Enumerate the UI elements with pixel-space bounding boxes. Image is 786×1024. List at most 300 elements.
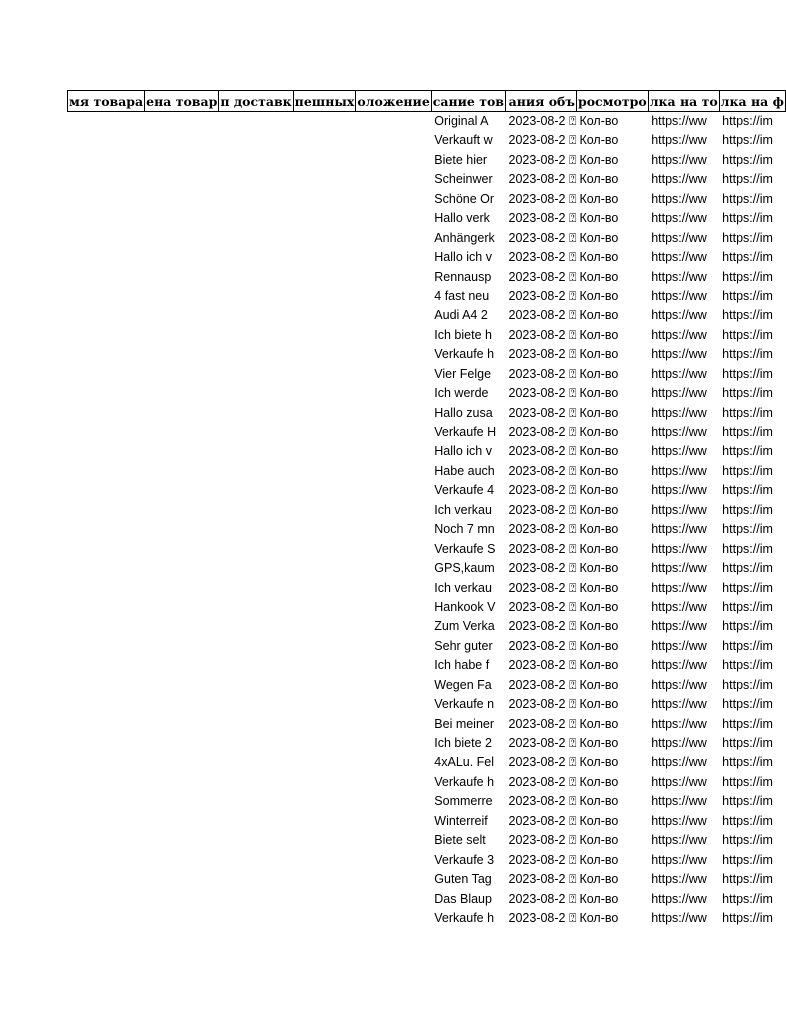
cell-delivery-type[interactable] <box>219 481 293 500</box>
cell-views[interactable]: Кол-во <box>579 697 619 712</box>
header-cell-product-link[interactable]: лка на то <box>648 91 719 112</box>
cell-product-link[interactable]: https://ww <box>651 386 707 401</box>
cell-product-price[interactable] <box>145 442 219 461</box>
cell-views[interactable]: Кол-во <box>579 813 619 828</box>
cell-product-price[interactable] <box>145 715 219 734</box>
cell-product-link[interactable]: https://ww <box>651 191 707 206</box>
cell-successful[interactable] <box>293 831 356 850</box>
cell-product-link[interactable]: https://ww <box>651 736 707 750</box>
cell-location[interactable] <box>356 229 431 248</box>
cell-product-link[interactable]: https://ww <box>651 910 707 925</box>
cell-successful[interactable] <box>293 365 356 384</box>
cell-description[interactable]: Verkauft w <box>434 133 493 148</box>
cell-product-price[interactable] <box>145 753 219 772</box>
cell-photo-link[interactable]: https://im <box>722 677 773 692</box>
cell-photo-link[interactable]: https://im <box>722 872 773 887</box>
cell-product-name[interactable] <box>68 306 145 325</box>
cell-views[interactable]: Кол-во <box>579 152 619 167</box>
cell-product-name[interactable] <box>68 851 145 870</box>
cell-listing-date[interactable]: 2023-08-2 ⍰ <box>508 347 577 362</box>
cell-successful[interactable] <box>293 248 356 267</box>
cell-successful[interactable] <box>293 190 356 209</box>
cell-delivery-type[interactable] <box>219 773 293 792</box>
cell-product-link[interactable]: https://ww <box>651 561 707 576</box>
cell-photo-link[interactable]: https://im <box>722 405 773 420</box>
cell-views[interactable]: Кол-во <box>579 794 619 809</box>
cell-successful[interactable] <box>293 617 356 636</box>
header-cell-location[interactable]: оложение <box>356 91 431 112</box>
cell-product-price[interactable] <box>145 734 219 753</box>
cell-views[interactable]: Кол-во <box>579 114 619 128</box>
cell-location[interactable] <box>356 753 431 772</box>
cell-product-price[interactable] <box>145 870 219 889</box>
cell-product-link[interactable]: https://ww <box>651 697 707 712</box>
cell-successful[interactable] <box>293 715 356 734</box>
cell-delivery-type[interactable] <box>219 345 293 364</box>
cell-product-link[interactable]: https://ww <box>651 463 707 478</box>
cell-successful[interactable] <box>293 306 356 325</box>
cell-product-name[interactable] <box>68 384 145 403</box>
cell-product-name[interactable] <box>68 229 145 248</box>
cell-location[interactable] <box>356 268 431 287</box>
cell-delivery-type[interactable] <box>219 365 293 384</box>
cell-successful[interactable] <box>293 753 356 772</box>
cell-listing-date[interactable]: 2023-08-2 ⍰ <box>508 211 577 226</box>
cell-location[interactable] <box>356 617 431 636</box>
cell-photo-link[interactable]: https://im <box>722 386 773 401</box>
cell-delivery-type[interactable] <box>219 909 293 928</box>
cell-listing-date[interactable]: 2023-08-2 ⍰ <box>508 697 577 712</box>
cell-photo-link[interactable]: https://im <box>722 250 773 265</box>
cell-product-link[interactable]: https://ww <box>651 677 707 692</box>
cell-product-link[interactable]: https://ww <box>651 755 707 770</box>
cell-product-price[interactable] <box>145 831 219 850</box>
cell-location[interactable] <box>356 598 431 617</box>
cell-product-link[interactable]: https://ww <box>651 774 707 789</box>
cell-description[interactable]: GPS,kaum <box>434 561 495 576</box>
cell-location[interactable] <box>356 481 431 500</box>
cell-listing-date[interactable]: 2023-08-2 ⍰ <box>508 638 577 653</box>
cell-location[interactable] <box>356 909 431 928</box>
cell-product-link[interactable]: https://ww <box>651 599 707 614</box>
cell-delivery-type[interactable] <box>219 112 293 132</box>
cell-successful[interactable] <box>293 384 356 403</box>
cell-listing-date[interactable]: 2023-08-2 ⍰ <box>508 230 577 245</box>
cell-product-link[interactable]: https://ww <box>651 580 707 595</box>
cell-description[interactable]: Verkaufe H <box>434 425 497 439</box>
cell-product-price[interactable] <box>145 773 219 792</box>
cell-delivery-type[interactable] <box>219 520 293 539</box>
cell-listing-date[interactable]: 2023-08-2 ⍰ <box>508 483 577 498</box>
cell-product-name[interactable] <box>68 423 145 442</box>
cell-views[interactable]: Кол-во <box>579 269 619 284</box>
cell-product-price[interactable] <box>145 812 219 831</box>
cell-product-name[interactable] <box>68 501 145 520</box>
cell-product-price[interactable] <box>145 287 219 306</box>
cell-product-price[interactable] <box>145 909 219 928</box>
cell-listing-date[interactable]: 2023-08-2 ⍰ <box>508 133 577 148</box>
cell-views[interactable]: Кол-во <box>579 910 619 925</box>
cell-views[interactable]: Кол-во <box>579 191 619 206</box>
cell-delivery-type[interactable] <box>219 890 293 909</box>
cell-product-name[interactable] <box>68 540 145 559</box>
cell-location[interactable] <box>356 287 431 306</box>
cell-delivery-type[interactable] <box>219 870 293 889</box>
cell-photo-link[interactable]: https://im <box>722 191 773 206</box>
cell-description[interactable]: Verkaufe h <box>434 347 495 362</box>
cell-listing-date[interactable]: 2023-08-2 ⍰ <box>508 794 577 809</box>
cell-listing-date[interactable]: 2023-08-2 ⍰ <box>508 405 577 420</box>
cell-product-link[interactable]: https://ww <box>651 269 707 284</box>
cell-delivery-type[interactable] <box>219 442 293 461</box>
cell-location[interactable] <box>356 501 431 520</box>
cell-views[interactable]: Кол-во <box>579 736 619 750</box>
cell-successful[interactable] <box>293 209 356 228</box>
cell-views[interactable]: Кол-во <box>579 250 619 265</box>
cell-views[interactable]: Кол-во <box>579 833 619 848</box>
cell-successful[interactable] <box>293 598 356 617</box>
cell-successful[interactable] <box>293 870 356 889</box>
cell-photo-link[interactable]: https://im <box>722 347 773 362</box>
cell-photo-link[interactable]: https://im <box>722 794 773 809</box>
header-cell-description[interactable]: сание тов <box>431 91 505 112</box>
cell-location[interactable] <box>356 384 431 403</box>
cell-description[interactable]: Verkaufe n <box>434 697 495 712</box>
cell-listing-date[interactable]: 2023-08-2 ⍰ <box>508 833 577 848</box>
cell-successful[interactable] <box>293 695 356 714</box>
cell-photo-link[interactable]: https://im <box>722 833 773 848</box>
cell-successful[interactable] <box>293 326 356 345</box>
cell-product-price[interactable] <box>145 209 219 228</box>
cell-views[interactable]: Кол-во <box>579 211 619 226</box>
cell-location[interactable] <box>356 404 431 423</box>
cell-photo-link[interactable]: https://im <box>722 444 773 459</box>
cell-product-name[interactable] <box>68 481 145 500</box>
cell-product-name[interactable] <box>68 870 145 889</box>
cell-location[interactable] <box>356 112 431 132</box>
cell-location[interactable] <box>356 715 431 734</box>
cell-successful[interactable] <box>293 345 356 364</box>
cell-successful[interactable] <box>293 734 356 753</box>
cell-product-link[interactable]: https://ww <box>651 230 707 245</box>
cell-photo-link[interactable]: https://im <box>722 541 773 556</box>
cell-delivery-type[interactable] <box>219 423 293 442</box>
cell-listing-date[interactable]: 2023-08-2 ⍰ <box>508 619 577 634</box>
cell-views[interactable]: Кол-во <box>579 386 619 401</box>
cell-photo-link[interactable]: https://im <box>722 308 773 323</box>
cell-product-name[interactable] <box>68 812 145 831</box>
cell-listing-date[interactable]: 2023-08-2 ⍰ <box>508 774 577 789</box>
cell-successful[interactable] <box>293 112 356 132</box>
cell-location[interactable] <box>356 890 431 909</box>
cell-delivery-type[interactable] <box>219 812 293 831</box>
cell-photo-link[interactable]: https://im <box>722 813 773 828</box>
cell-product-name[interactable] <box>68 365 145 384</box>
cell-listing-date[interactable]: 2023-08-2 ⍰ <box>508 502 577 517</box>
cell-product-name[interactable] <box>68 287 145 306</box>
cell-delivery-type[interactable] <box>219 209 293 228</box>
cell-product-price[interactable] <box>145 890 219 909</box>
cell-listing-date[interactable]: 2023-08-2 ⍰ <box>508 366 577 381</box>
cell-product-link[interactable]: https://ww <box>651 114 707 128</box>
cell-photo-link[interactable]: https://im <box>722 502 773 517</box>
cell-description[interactable]: Das Blaup <box>434 891 492 906</box>
cell-description[interactable]: Scheinwer <box>434 172 493 187</box>
cell-product-link[interactable]: https://ww <box>651 813 707 828</box>
cell-views[interactable]: Кол-во <box>579 347 619 362</box>
cell-views[interactable]: Кол-во <box>579 541 619 556</box>
cell-listing-date[interactable]: 2023-08-2 ⍰ <box>508 910 577 925</box>
cell-description[interactable]: Ich biete h <box>434 327 492 342</box>
cell-product-name[interactable] <box>68 656 145 675</box>
cell-delivery-type[interactable] <box>219 190 293 209</box>
cell-views[interactable]: Кол-во <box>579 288 619 303</box>
cell-photo-link[interactable]: https://im <box>722 580 773 595</box>
cell-description[interactable]: Verkaufe h <box>434 774 495 789</box>
cell-product-price[interactable] <box>145 462 219 481</box>
cell-listing-date[interactable]: 2023-08-2 ⍰ <box>508 425 577 439</box>
cell-views[interactable]: Кол-во <box>579 502 619 517</box>
cell-location[interactable] <box>356 306 431 325</box>
cell-views[interactable]: Кол-во <box>579 308 619 323</box>
cell-listing-date[interactable]: 2023-08-2 ⍰ <box>508 191 577 206</box>
cell-successful[interactable] <box>293 812 356 831</box>
cell-views[interactable]: Кол-во <box>579 561 619 576</box>
cell-product-price[interactable] <box>145 540 219 559</box>
cell-product-name[interactable] <box>68 676 145 695</box>
cell-description[interactable]: Bei meiner <box>434 716 495 731</box>
cell-product-link[interactable]: https://ww <box>651 502 707 517</box>
cell-photo-link[interactable]: https://im <box>722 463 773 478</box>
cell-views[interactable]: Кол-во <box>579 327 619 342</box>
cell-successful[interactable] <box>293 481 356 500</box>
cell-description[interactable]: Noch 7 mn <box>434 522 495 537</box>
cell-product-link[interactable]: https://ww <box>651 308 707 323</box>
cell-product-name[interactable] <box>68 520 145 539</box>
cell-description[interactable]: Ich verkau <box>434 502 492 517</box>
cell-delivery-type[interactable] <box>219 131 293 150</box>
cell-listing-date[interactable]: 2023-08-2 ⍰ <box>508 444 577 459</box>
cell-successful[interactable] <box>293 462 356 481</box>
cell-product-price[interactable] <box>145 131 219 150</box>
cell-photo-link[interactable]: https://im <box>722 269 773 284</box>
cell-listing-date[interactable]: 2023-08-2 ⍰ <box>508 561 577 576</box>
cell-listing-date[interactable]: 2023-08-2 ⍰ <box>508 288 577 303</box>
cell-views[interactable]: Кол-во <box>579 580 619 595</box>
cell-location[interactable] <box>356 540 431 559</box>
cell-description[interactable]: Anhängerk <box>434 230 495 245</box>
cell-delivery-type[interactable] <box>219 851 293 870</box>
cell-location[interactable] <box>356 423 431 442</box>
cell-photo-link[interactable]: https://im <box>722 114 773 128</box>
cell-product-name[interactable] <box>68 617 145 636</box>
cell-product-name[interactable] <box>68 559 145 578</box>
cell-product-name[interactable] <box>68 909 145 928</box>
cell-photo-link[interactable]: https://im <box>722 561 773 576</box>
cell-listing-date[interactable]: 2023-08-2 ⍰ <box>508 580 577 595</box>
cell-delivery-type[interactable] <box>219 462 293 481</box>
cell-product-link[interactable]: https://ww <box>651 541 707 556</box>
cell-description[interactable]: Hankook V <box>434 599 496 614</box>
cell-successful[interactable] <box>293 656 356 675</box>
cell-product-price[interactable] <box>145 676 219 695</box>
cell-product-link[interactable]: https://ww <box>651 327 707 342</box>
cell-successful[interactable] <box>293 423 356 442</box>
cell-delivery-type[interactable] <box>219 326 293 345</box>
cell-product-link[interactable]: https://ww <box>651 405 707 420</box>
cell-delivery-type[interactable] <box>219 404 293 423</box>
cell-description[interactable]: Wegen Fa <box>434 677 492 692</box>
cell-delivery-type[interactable] <box>219 248 293 267</box>
cell-listing-date[interactable]: 2023-08-2 ⍰ <box>508 386 577 401</box>
cell-delivery-type[interactable] <box>219 656 293 675</box>
cell-photo-link[interactable]: https://im <box>722 172 773 187</box>
header-cell-photo-link[interactable]: лка на ф <box>719 91 785 112</box>
cell-photo-link[interactable]: https://im <box>722 152 773 167</box>
cell-views[interactable]: Кол-во <box>579 444 619 459</box>
cell-delivery-type[interactable] <box>219 501 293 520</box>
cell-photo-link[interactable]: https://im <box>722 619 773 634</box>
cell-description[interactable]: Habe auch <box>434 463 495 478</box>
cell-listing-date[interactable]: 2023-08-2 ⍰ <box>508 327 577 342</box>
cell-listing-date[interactable]: 2023-08-2 ⍰ <box>508 172 577 187</box>
header-cell-product-price[interactable]: ена товар <box>145 91 219 112</box>
cell-successful[interactable] <box>293 170 356 189</box>
cell-product-name[interactable] <box>68 462 145 481</box>
cell-successful[interactable] <box>293 131 356 150</box>
cell-photo-link[interactable]: https://im <box>722 658 773 673</box>
cell-description[interactable]: Hallo ich v <box>434 250 492 265</box>
cell-location[interactable] <box>356 676 431 695</box>
cell-delivery-type[interactable] <box>219 229 293 248</box>
cell-product-link[interactable]: https://ww <box>651 425 707 439</box>
cell-location[interactable] <box>356 151 431 170</box>
cell-listing-date[interactable]: 2023-08-2 ⍰ <box>508 755 577 770</box>
cell-product-link[interactable]: https://ww <box>651 522 707 537</box>
cell-location[interactable] <box>356 851 431 870</box>
cell-description[interactable]: Ich habe f <box>434 658 490 673</box>
cell-location[interactable] <box>356 637 431 656</box>
cell-description[interactable]: Vier Felge <box>434 366 492 381</box>
cell-listing-date[interactable]: 2023-08-2 ⍰ <box>508 716 577 731</box>
cell-delivery-type[interactable] <box>219 753 293 772</box>
cell-product-price[interactable] <box>145 520 219 539</box>
cell-listing-date[interactable]: 2023-08-2 ⍰ <box>508 541 577 556</box>
cell-product-price[interactable] <box>145 326 219 345</box>
cell-views[interactable]: Кол-во <box>579 133 619 148</box>
cell-location[interactable] <box>356 792 431 811</box>
cell-location[interactable] <box>356 190 431 209</box>
cell-delivery-type[interactable] <box>219 151 293 170</box>
cell-listing-date[interactable]: 2023-08-2 ⍰ <box>508 658 577 673</box>
cell-delivery-type[interactable] <box>219 715 293 734</box>
cell-delivery-type[interactable] <box>219 287 293 306</box>
cell-product-link[interactable]: https://ww <box>651 833 707 848</box>
cell-location[interactable] <box>356 870 431 889</box>
cell-product-link[interactable]: https://ww <box>651 658 707 673</box>
cell-listing-date[interactable]: 2023-08-2 ⍰ <box>508 250 577 265</box>
cell-location[interactable] <box>356 345 431 364</box>
cell-photo-link[interactable]: https://im <box>722 425 773 439</box>
cell-successful[interactable] <box>293 909 356 928</box>
cell-product-name[interactable] <box>68 151 145 170</box>
cell-product-link[interactable]: https://ww <box>651 211 707 226</box>
cell-product-link[interactable]: https://ww <box>651 794 707 809</box>
cell-views[interactable]: Кол-во <box>579 852 619 867</box>
cell-listing-date[interactable]: 2023-08-2 ⍰ <box>508 308 577 323</box>
cell-views[interactable]: Кол-во <box>579 483 619 498</box>
cell-location[interactable] <box>356 734 431 753</box>
cell-product-name[interactable] <box>68 442 145 461</box>
cell-successful[interactable] <box>293 676 356 695</box>
cell-product-link[interactable]: https://ww <box>651 716 707 731</box>
cell-location[interactable] <box>356 248 431 267</box>
cell-product-link[interactable]: https://ww <box>651 152 707 167</box>
cell-product-link[interactable]: https://ww <box>651 172 707 187</box>
cell-photo-link[interactable]: https://im <box>722 697 773 712</box>
cell-location[interactable] <box>356 170 431 189</box>
cell-listing-date[interactable]: 2023-08-2 ⍰ <box>508 736 577 750</box>
cell-product-price[interactable] <box>145 229 219 248</box>
cell-product-price[interactable] <box>145 637 219 656</box>
cell-product-name[interactable] <box>68 579 145 598</box>
cell-product-name[interactable] <box>68 695 145 714</box>
cell-product-link[interactable]: https://ww <box>651 638 707 653</box>
cell-location[interactable] <box>356 656 431 675</box>
cell-product-price[interactable] <box>145 151 219 170</box>
cell-product-price[interactable] <box>145 268 219 287</box>
cell-listing-date[interactable]: 2023-08-2 ⍰ <box>508 599 577 614</box>
cell-delivery-type[interactable] <box>219 306 293 325</box>
cell-product-link[interactable]: https://ww <box>651 483 707 498</box>
cell-product-price[interactable] <box>145 598 219 617</box>
header-cell-product-name[interactable]: мя товара <box>68 91 145 112</box>
cell-successful[interactable] <box>293 520 356 539</box>
cell-views[interactable]: Кол-во <box>579 872 619 887</box>
cell-product-price[interactable] <box>145 481 219 500</box>
cell-product-price[interactable] <box>145 695 219 714</box>
cell-description[interactable]: Hallo zusa <box>434 405 493 420</box>
cell-photo-link[interactable]: https://im <box>722 599 773 614</box>
cell-successful[interactable] <box>293 540 356 559</box>
cell-product-link[interactable]: https://ww <box>651 891 707 906</box>
cell-product-link[interactable]: https://ww <box>651 133 707 148</box>
cell-product-price[interactable] <box>145 656 219 675</box>
cell-product-name[interactable] <box>68 890 145 909</box>
cell-delivery-type[interactable] <box>219 831 293 850</box>
cell-product-link[interactable]: https://ww <box>651 250 707 265</box>
cell-listing-date[interactable]: 2023-08-2 ⍰ <box>508 152 577 167</box>
cell-successful[interactable] <box>293 890 356 909</box>
cell-location[interactable] <box>356 462 431 481</box>
cell-description[interactable]: Verkaufe h <box>434 910 495 925</box>
cell-product-name[interactable] <box>68 734 145 753</box>
cell-location[interactable] <box>356 131 431 150</box>
cell-description[interactable]: Zum Verka <box>434 619 495 634</box>
cell-description[interactable]: Sommerre <box>434 794 493 809</box>
cell-listing-date[interactable]: 2023-08-2 ⍰ <box>508 522 577 537</box>
cell-description[interactable]: Verkaufe 3 <box>434 852 495 867</box>
cell-delivery-type[interactable] <box>219 268 293 287</box>
cell-photo-link[interactable]: https://im <box>722 211 773 226</box>
cell-product-price[interactable] <box>145 792 219 811</box>
cell-successful[interactable] <box>293 442 356 461</box>
cell-photo-link[interactable]: https://im <box>722 774 773 789</box>
cell-listing-date[interactable]: 2023-08-2 ⍰ <box>508 677 577 692</box>
header-cell-delivery-type[interactable]: п доставк <box>219 91 293 112</box>
cell-product-name[interactable] <box>68 345 145 364</box>
cell-views[interactable]: Кол-во <box>579 599 619 614</box>
